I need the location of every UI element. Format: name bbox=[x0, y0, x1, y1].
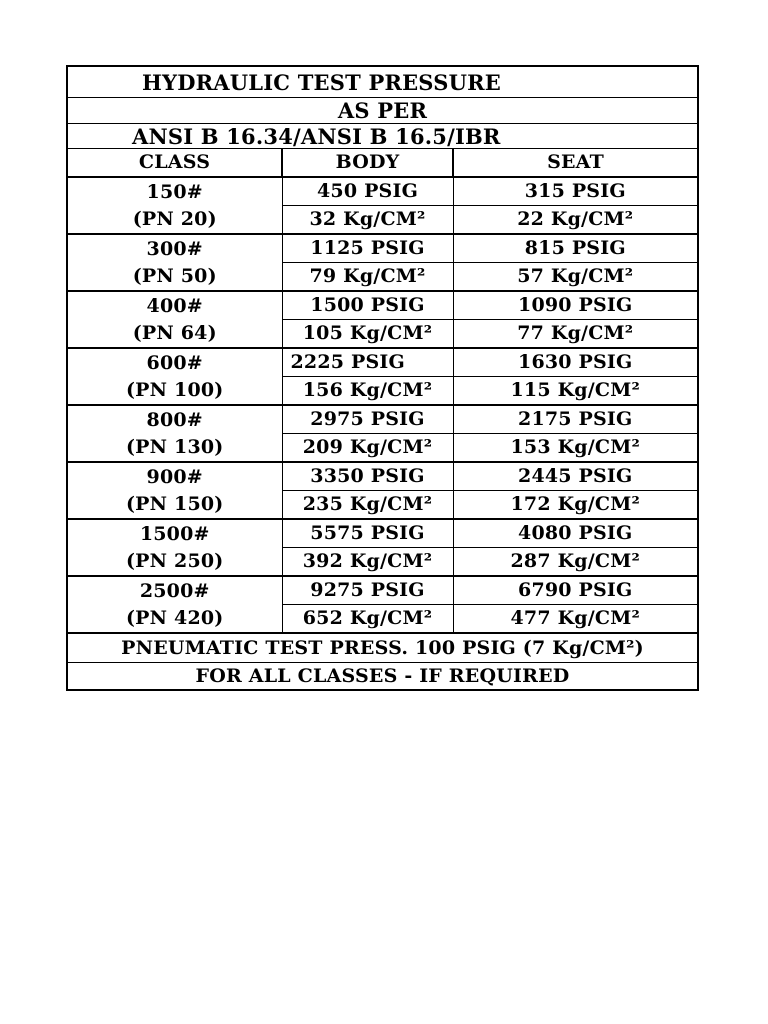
class-rating: 150# bbox=[146, 180, 203, 203]
seat-psig: 2445 PSIG bbox=[453, 462, 698, 491]
column-header-row bbox=[67, 149, 698, 178]
test-pressure-table bbox=[66, 65, 699, 691]
body-kg-cm2: 79 Kg/CM² bbox=[282, 263, 453, 292]
class-cell bbox=[67, 234, 282, 291]
class-row-top bbox=[67, 291, 698, 320]
standards-label: ANSI B 16.34/ANSI B 16.5/IBR bbox=[67, 124, 698, 149]
pn-rating: (PN 50) bbox=[132, 264, 217, 287]
body-kg-cm2: 392 Kg/CM² bbox=[282, 548, 453, 577]
seat-psig: 4080 PSIG bbox=[453, 519, 698, 548]
body-psig: 1125 PSIG bbox=[282, 234, 453, 263]
class-row-top bbox=[67, 405, 698, 434]
body-psig: 2975 PSIG bbox=[282, 405, 453, 434]
seat-kg-cm2: 115 Kg/CM² bbox=[453, 377, 698, 406]
seat-kg-cm2: 57 Kg/CM² bbox=[453, 263, 698, 292]
body-kg-cm2: 235 Kg/CM² bbox=[282, 491, 453, 520]
class-cell bbox=[67, 462, 282, 519]
table-title: HYDRAULIC TEST PRESSURE bbox=[67, 66, 698, 98]
body-psig: 9275 PSIG bbox=[282, 576, 453, 605]
title-row bbox=[67, 66, 698, 98]
seat-psig: 2175 PSIG bbox=[453, 405, 698, 434]
seat-kg-cm2: 77 Kg/CM² bbox=[453, 320, 698, 349]
class-row-top bbox=[67, 462, 698, 491]
class-cell bbox=[67, 348, 282, 405]
body-kg-cm2: 156 Kg/CM² bbox=[282, 377, 453, 406]
test-pressure-sheet bbox=[66, 65, 697, 691]
class-rating: 400# bbox=[146, 294, 203, 317]
as-per-label: AS PER bbox=[67, 98, 698, 124]
class-rating: 2500# bbox=[139, 579, 210, 602]
standards-row bbox=[67, 124, 698, 149]
column-header-seat: SEAT bbox=[453, 149, 698, 178]
class-rating: 800# bbox=[146, 408, 203, 431]
footer-row-classes bbox=[67, 663, 698, 691]
pn-rating: (PN 64) bbox=[132, 321, 217, 344]
seat-psig: 1630 PSIG bbox=[453, 348, 698, 377]
seat-kg-cm2: 172 Kg/CM² bbox=[453, 491, 698, 520]
seat-kg-cm2: 153 Kg/CM² bbox=[453, 434, 698, 463]
body-kg-cm2: 105 Kg/CM² bbox=[282, 320, 453, 349]
class-row-top bbox=[67, 177, 698, 206]
class-rating: 600# bbox=[146, 351, 203, 374]
class-row-top bbox=[67, 519, 698, 548]
seat-kg-cm2: 477 Kg/CM² bbox=[453, 605, 698, 634]
class-rating: 900# bbox=[146, 465, 203, 488]
seat-psig: 315 PSIG bbox=[453, 177, 698, 206]
footer-row-pneumatic bbox=[67, 633, 698, 663]
seat-psig: 1090 PSIG bbox=[453, 291, 698, 320]
body-psig: 5575 PSIG bbox=[282, 519, 453, 548]
seat-kg-cm2: 22 Kg/CM² bbox=[453, 206, 698, 235]
body-psig: 1500 PSIG bbox=[282, 291, 453, 320]
body-psig: 3350 PSIG bbox=[282, 462, 453, 491]
pn-rating: (PN 100) bbox=[125, 378, 224, 401]
body-psig: 450 PSIG bbox=[282, 177, 453, 206]
class-rating: 1500# bbox=[139, 522, 210, 545]
pn-rating: (PN 130) bbox=[125, 435, 224, 458]
seat-kg-cm2: 287 Kg/CM² bbox=[453, 548, 698, 577]
seat-psig: 815 PSIG bbox=[453, 234, 698, 263]
class-cell bbox=[67, 291, 282, 348]
body-kg-cm2: 209 Kg/CM² bbox=[282, 434, 453, 463]
all-classes-note: FOR ALL CLASSES - IF REQUIRED bbox=[67, 663, 698, 691]
body-kg-cm2: 32 Kg/CM² bbox=[282, 206, 453, 235]
class-row-top bbox=[67, 348, 698, 377]
pneumatic-test-note: PNEUMATIC TEST PRESS. 100 PSIG (7 Kg/CM²) bbox=[67, 633, 698, 663]
class-row-top bbox=[67, 234, 698, 263]
class-cell bbox=[67, 519, 282, 576]
class-cell bbox=[67, 177, 282, 234]
column-header-body: BODY bbox=[282, 149, 453, 178]
as-per-row bbox=[67, 98, 698, 124]
body-kg-cm2: 652 Kg/CM² bbox=[282, 605, 453, 634]
column-header-class: CLASS bbox=[67, 149, 282, 178]
class-cell bbox=[67, 405, 282, 462]
pn-rating: (PN 20) bbox=[132, 207, 217, 230]
pn-rating: (PN 420) bbox=[125, 606, 224, 629]
body-psig: 2225 PSIG bbox=[282, 348, 453, 377]
seat-psig: 6790 PSIG bbox=[453, 576, 698, 605]
class-cell bbox=[67, 576, 282, 633]
pn-rating: (PN 150) bbox=[125, 492, 224, 515]
class-rating: 300# bbox=[146, 237, 203, 260]
pn-rating: (PN 250) bbox=[125, 549, 224, 572]
class-row-top bbox=[67, 576, 698, 605]
